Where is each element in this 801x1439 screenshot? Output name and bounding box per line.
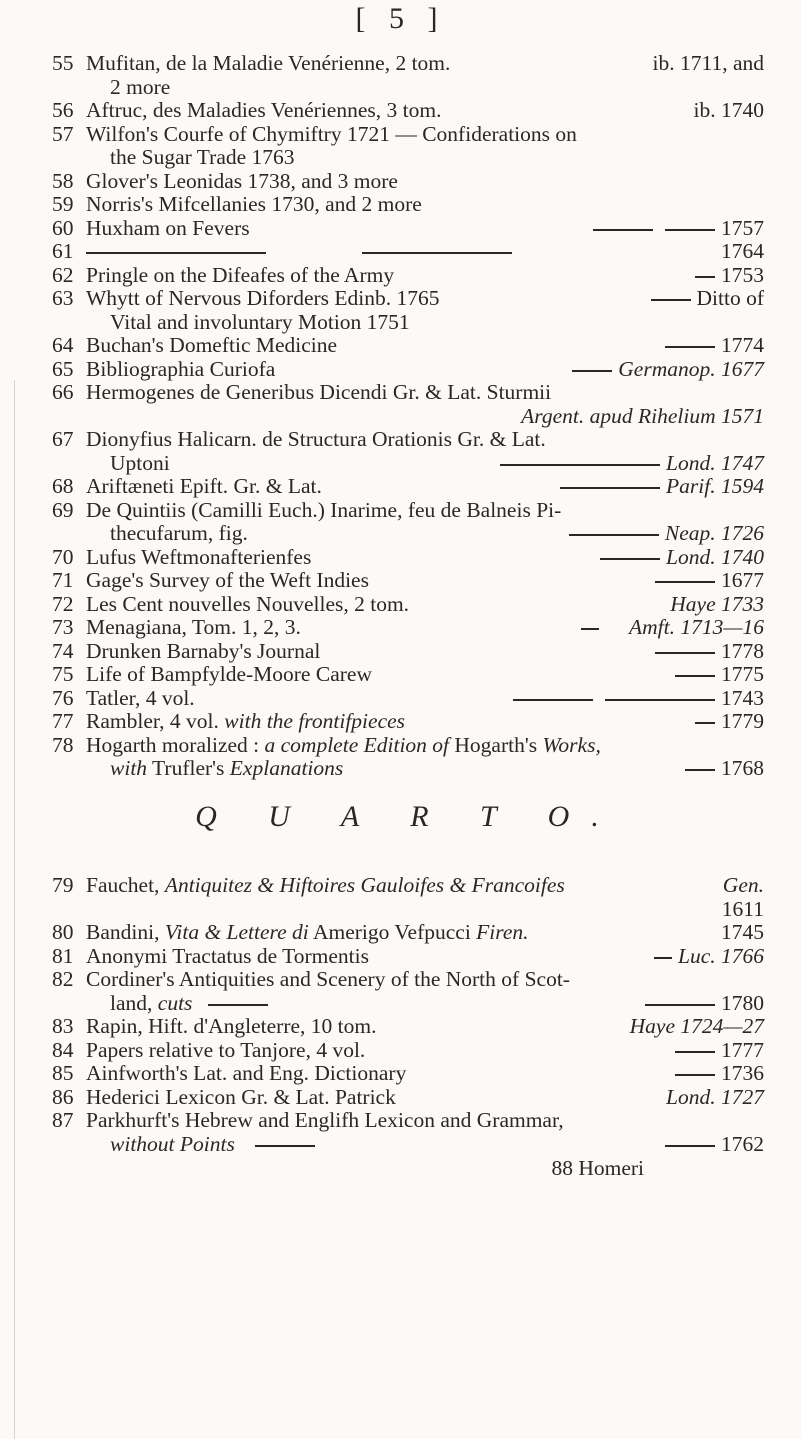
entry-imprint: Gen. [722,873,764,897]
entry-68 [52,475,764,499]
entry-title: Glover's Leonidas 1738, and 3 more [86,168,398,193]
rule-dash [500,464,660,466]
entry-number: 65 [52,356,74,381]
rule-dash [600,558,660,560]
entry-continuation: Vital and involuntary Motion 1751 [110,309,410,334]
entry-title: Gage's Survey of the Weft Indies [86,568,369,592]
entry-imprint: 1736 [721,1061,764,1085]
entry-67 [52,428,764,475]
entry-58 [52,170,764,194]
entry-title: Pringle on the Difeafes of the Army [86,262,395,287]
entry-title-part: Amerigo Vefpucci [312,920,471,944]
entry-number: 57 [52,121,74,146]
entry-continuation: Trufler's [152,756,225,780]
entry-number: 69 [52,497,74,522]
entry-75 [52,663,764,687]
entry-title: Bibliographia Curiofa [86,356,276,381]
entry-imprint: 1762 [721,1131,764,1156]
entry-title: Tatler, 4 vol. [86,685,195,710]
entry-title: Papers relative to Tanjore, 4 vol. [86,1037,366,1062]
entry-number: 61 [52,239,74,263]
entry-imprint: 1777 [721,1037,764,1062]
rule-dash [654,957,672,959]
entry-imprint: Parif. 1594 [666,474,764,498]
rule-dash [255,1145,315,1147]
entry-number: 79 [52,873,74,897]
entry-note: a complete Edition of [264,732,450,757]
octavo-entries [52,52,764,781]
entry-imprint-year: 1611 [721,896,764,921]
entry-number: 80 [52,920,74,944]
entry-title: Bandini, [86,920,160,944]
entry-number: 68 [52,474,74,498]
entry-number: 86 [52,1084,74,1109]
entry-62 [52,264,764,288]
entry-imprint: ib. 1711, and [652,51,764,75]
entry-imprint: 1753 [721,262,764,287]
entry-83 [52,1015,764,1039]
entry-title: Cordiner's Antiquities and Scenery of the North of Scot- [86,967,570,991]
entry-note: Antiquitez & Hiftoires Gauloifes & Francoifes [164,873,565,897]
rule-dash [675,675,715,677]
entry-number: 74 [52,638,74,663]
entry-title: Norris's Mifcellanies 1730, and 2 more [86,192,422,216]
entry-title: Menagiana, Tom. 1, 2, 3. [86,615,301,639]
entry-imprint: 1775 [721,662,764,686]
entry-title: Mufitan, de la Maladie Venérienne, 2 tom. [86,51,451,75]
entry-imprint: 1677 [721,568,764,592]
entry-number: 67 [52,427,74,451]
entry-note: with the frontifpieces [224,709,406,733]
rule-dash [208,1004,268,1006]
entry-79 [52,874,764,921]
entry-imprint: Haye 1724—27 [629,1014,764,1038]
entry-note: Firen. [476,920,529,944]
entry-imprint: Argent. apud Rihelium 1571 [521,403,764,428]
entry-title: De Quintiis (Camilli Euch.) Inarime, feu de Balneis Pi- [86,497,562,522]
entry-title: Fauchet, [86,873,160,897]
page-number: [ 5 ] [355,2,446,35]
entry-76 [52,687,764,711]
entry-number: 60 [52,215,74,240]
rule-dash [513,699,593,701]
entry-imprint: Ditto of [696,286,764,310]
entry-number: 85 [52,1061,74,1085]
entry-title: Anonymi Tractatus de Tormentis [86,943,369,968]
entry-59 [52,193,764,217]
entry-continuation: Uptoni [110,450,170,475]
entry-title: Dionyfius Halicarn. de Structura Orationis Gr. & Lat. [86,427,546,451]
entry-imprint: Lond. 1727 [666,1084,764,1109]
entry-number: 66 [52,380,74,404]
entry-85 [52,1062,764,1086]
entry-number: 73 [52,615,74,639]
entry-note: Vita & Lettere di [164,920,309,944]
section-heading-quarto: Q U A R T O. [195,800,621,833]
entry-imprint: 1774 [721,333,764,357]
entry-number: 87 [52,1108,74,1132]
entry-71 [52,569,764,593]
entry-number: 81 [52,943,74,968]
entry-55 [52,52,764,99]
entry-74 [52,640,764,664]
entry-64 [52,334,764,358]
rule-dash [655,652,715,654]
entry-note: with [110,756,148,780]
entry-number: 71 [52,568,74,592]
rule-dash [695,276,715,278]
page-edge-shadow [0,380,15,1439]
entry-number: 62 [52,262,74,287]
entry-title: Rambler, 4 vol. [86,709,219,733]
entry-63 [52,287,764,334]
rule-dash [675,1051,715,1053]
entry-title: Lufus Weftmonafterienfes [86,544,312,569]
entry-70 [52,546,764,570]
entry-imprint: Luc. 1766 [678,943,764,968]
entry-number: 84 [52,1037,74,1062]
entry-imprint: Neap. 1726 [664,521,764,545]
entry-56 [52,99,764,123]
entry-title: Hermogenes de Generibus Dicendi Gr. & Lat. Sturmii [86,380,552,404]
rule-dash [560,487,660,489]
entry-number: 72 [52,591,74,616]
entry-number: 58 [52,168,74,193]
entry-title: Rapin, Hift. d'Angleterre, 10 tom. [86,1014,377,1038]
entry-imprint: 1778 [721,638,764,663]
entry-continuation: land, [110,990,153,1015]
entry-imprint: Lond. 1740 [666,544,764,569]
entry-73 [52,616,764,640]
entry-continuation: thecufarum, fig. [110,521,248,545]
entry-title: Les Cent nouvelles Nouvelles, 2 tom. [86,591,410,616]
entry-60 [52,217,764,241]
entry-57 [52,123,764,170]
ditto-rule [86,252,266,254]
rule-dash [651,299,691,301]
rule-dash [593,229,653,231]
entry-number: 78 [52,732,74,757]
entry-title: Hogarth moralized : [86,732,260,757]
entry-continuation: 2 more [110,74,171,99]
entry-80 [52,921,764,945]
entry-title: Wilfon's Courfe of Chymiftry 1721 — Confiderations on [86,121,577,146]
rule-dash [655,581,715,583]
entry-imprint: Haye 1733 [670,591,764,616]
entry-86 [52,1086,764,1110]
entry-imprint: Lond. 1747 [666,450,764,475]
entry-65 [52,358,764,382]
entry-number: 63 [52,286,74,310]
catchword: 88 Homeri [551,1156,644,1180]
entry-number: 56 [52,98,74,122]
entry-title: Life of Bampfylde-Moore Carew [86,662,372,686]
entry-title: Huxham on Fevers [86,215,250,240]
entry-title: Aftruc, des Maladies Venériennes, 3 tom. [86,98,442,122]
rule-dash [665,1145,715,1147]
quarto-entries [52,874,764,1180]
rule-dash [695,722,715,724]
entry-imprint: 1745 [721,920,764,944]
entry-number: 76 [52,685,74,710]
entry-imprint: Amft. 1713—16 [629,615,764,639]
entry-number: 64 [52,333,74,357]
rule-dash [572,370,612,372]
entry-imprint: 1779 [721,709,764,733]
entry-number: 55 [52,51,74,75]
entry-84 [52,1039,764,1063]
rule-dash [665,346,715,348]
quarto-section [52,760,764,1180]
entry-title-part: Hogarth's [454,732,538,757]
rule-dash [569,534,659,536]
entry-72 [52,593,764,617]
ditto-rule [362,252,512,254]
entry-number: 82 [52,967,74,991]
entry-number: 77 [52,709,74,733]
entry-title: Buchan's Domeftic Medicine [86,333,338,357]
entry-imprint: 1764 [721,239,764,263]
rule-dash [665,229,715,231]
entry-note: Explanations [229,756,344,780]
entry-title: Parkhurft's Hebrew and Englifh Lexicon and Grammar, [86,1108,564,1132]
entry-61 [52,240,764,264]
entry-continuation: the Sugar Trade 1763 [110,145,295,169]
entry-title: Ariftæneti Epift. Gr. & Lat. [86,474,322,498]
entry-imprint: 1780 [721,990,764,1015]
entry-66 [52,381,764,428]
entry-note: without Points [110,1131,235,1156]
entry-title: Ainfworth's Lat. and Eng. Dictionary [86,1061,407,1085]
entry-87 [52,1109,764,1156]
entry-number: 83 [52,1014,74,1038]
rule-dash [645,1004,715,1006]
entry-81 [52,945,764,969]
entry-title: Drunken Barnaby's Journal [86,638,321,663]
entry-note: Works, [542,732,601,757]
entry-imprint: ib. 1740 [693,98,764,122]
entry-number: 59 [52,192,74,216]
entry-note: cuts [157,990,193,1015]
entry-imprint: 1757 [721,215,764,240]
entry-title: Whytt of Nervous Diforders Edinb. 1765 [86,286,440,310]
entry-imprint: 1743 [721,685,764,710]
entry-77 [52,710,764,734]
entry-imprint: Germanop. 1677 [618,356,764,381]
rule-dash [675,1074,715,1076]
entry-82 [52,968,764,1015]
entry-imprint: 1768 [721,756,764,780]
entry-title: Hederici Lexicon Gr. & Lat. Patrick [86,1084,396,1109]
entry-69 [52,499,764,546]
rule-dash [581,628,599,630]
entry-number: 75 [52,662,74,686]
rule-dash [605,699,715,701]
entry-number: 70 [52,544,74,569]
